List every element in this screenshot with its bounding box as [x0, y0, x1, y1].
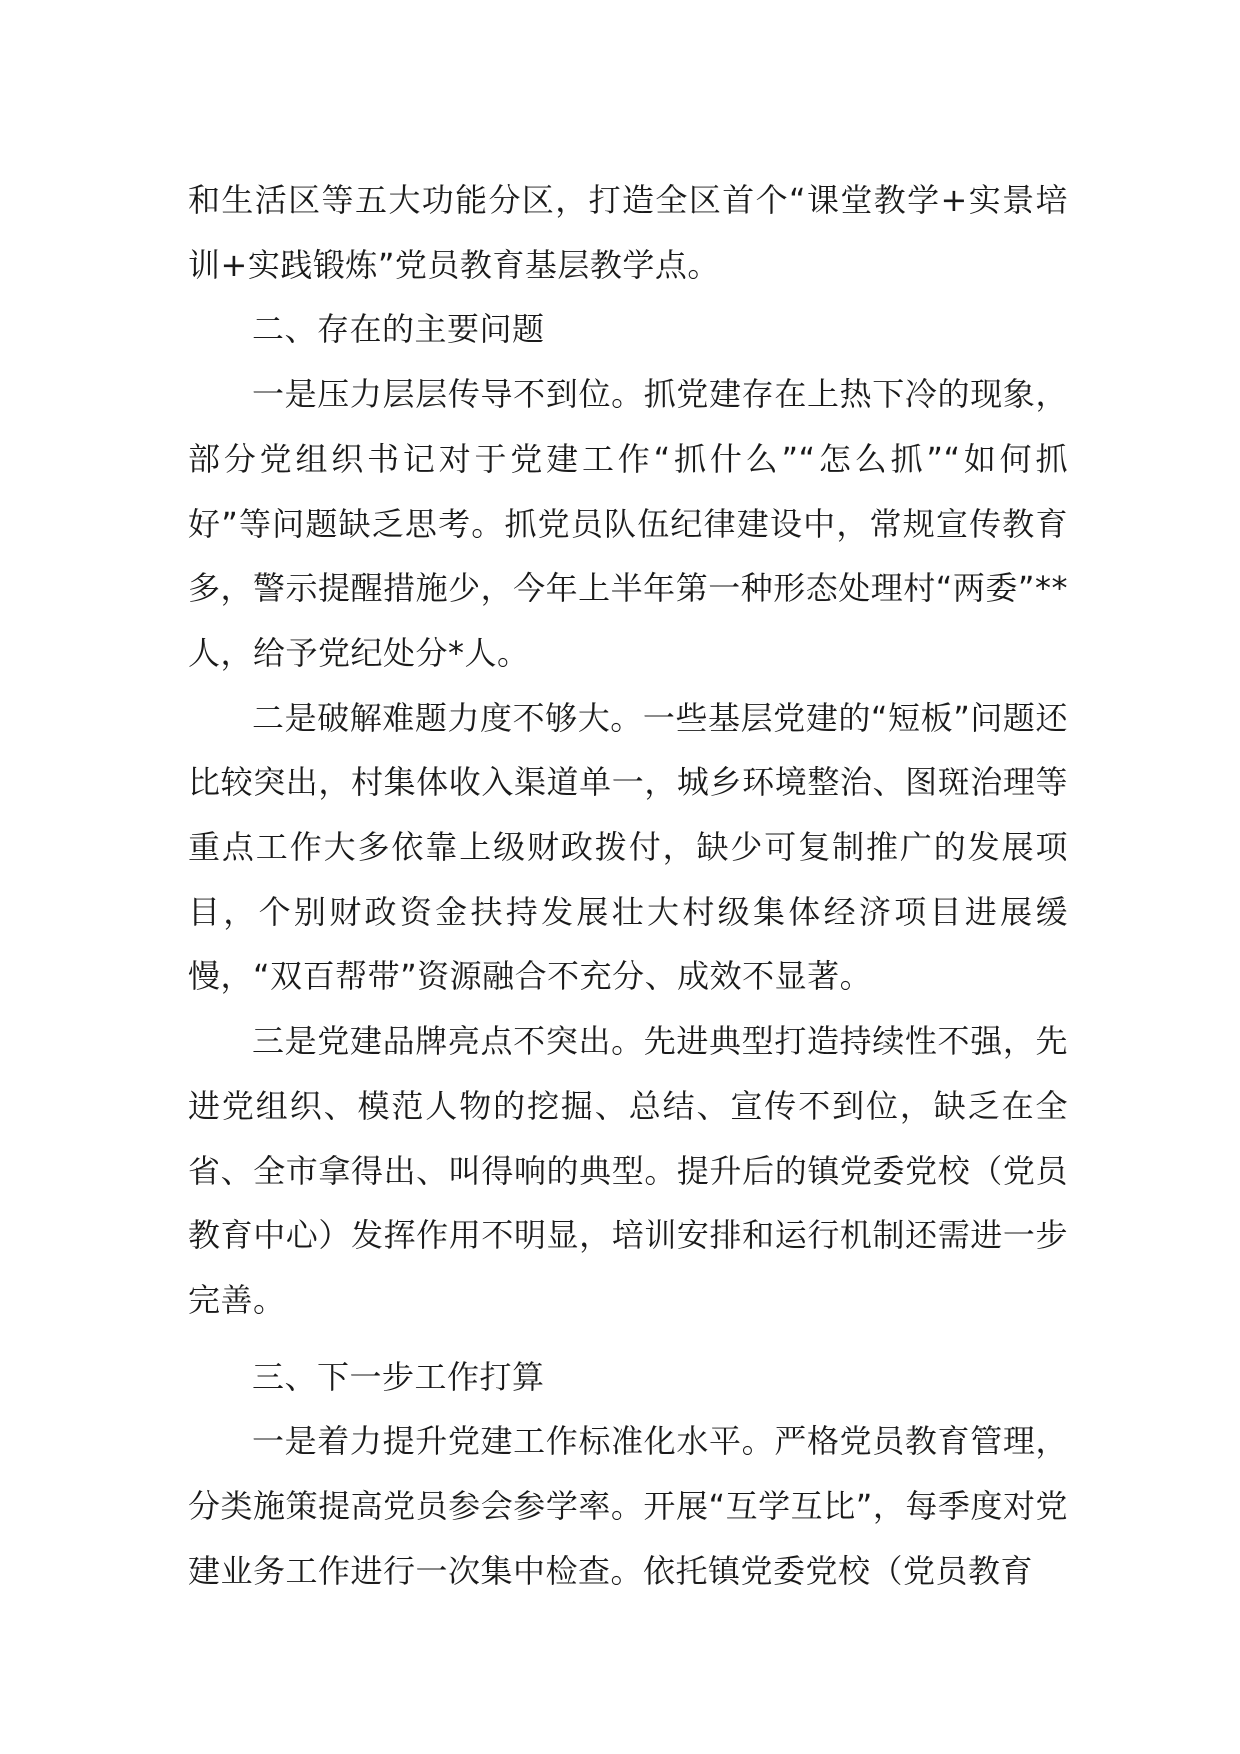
- paragraph-continuation: 和生活区等五大功能分区，打造全区首个“课堂教学+实景培训+实践锻炼”党员教育基层教学点。: [188, 181, 1068, 284]
- paragraph-problem-2: 二是破解难题力度不够大。一些基层党建的“短板”问题还比较突出，村集体收入渠道单一，城乡环境整治、图斑治理等重点工作大多依靠上级财政拨付，缺少可复制推广的发展项目，个别财政资金扶持发展壮大村级集体经济项目进展缓慢，“双百帮带”资源融合不充分、成效不显著。: [188, 698, 1068, 996]
- section-heading-next-steps: 三、下一步工作打算: [252, 1357, 545, 1396]
- paragraph-plan-1: 一是着力提升党建工作标准化水平。严格党员教育管理，分类施策提高党员参会参学率。开展“互学互比”，每季度对党建业务工作进行一次集中检查。依托镇党委党校（党员教育: [188, 1422, 1068, 1590]
- document-body: [188, 168, 1068, 1603]
- section-heading-problems: 二、存在的主要问题: [252, 310, 545, 349]
- paragraph-problem-3: 三是党建品牌亮点不突出。先进典型打造持续性不强，先进党组织、模范人物的挖掘、总结、宣传不到位，缺乏在全省、全市拿得出、叫得响的典型。提升后的镇党委党校（党员教育中心）发挥作用不明显，培训安排和运行机制还需进一步完善。: [188, 1022, 1068, 1319]
- paragraph-problem-1: 一是压力层层传导不到位。抓党建存在上热下冷的现象，部分党组织书记对于党建工作“抓什么”“怎么抓”“如何抓好”等问题缺乏思考。抓党员队伍纪律建设中，常规宣传教育多，警示提醒措施少，今年上半年第一种形态处理村“两委”**人，给予党纪处分*人。: [188, 375, 1068, 672]
